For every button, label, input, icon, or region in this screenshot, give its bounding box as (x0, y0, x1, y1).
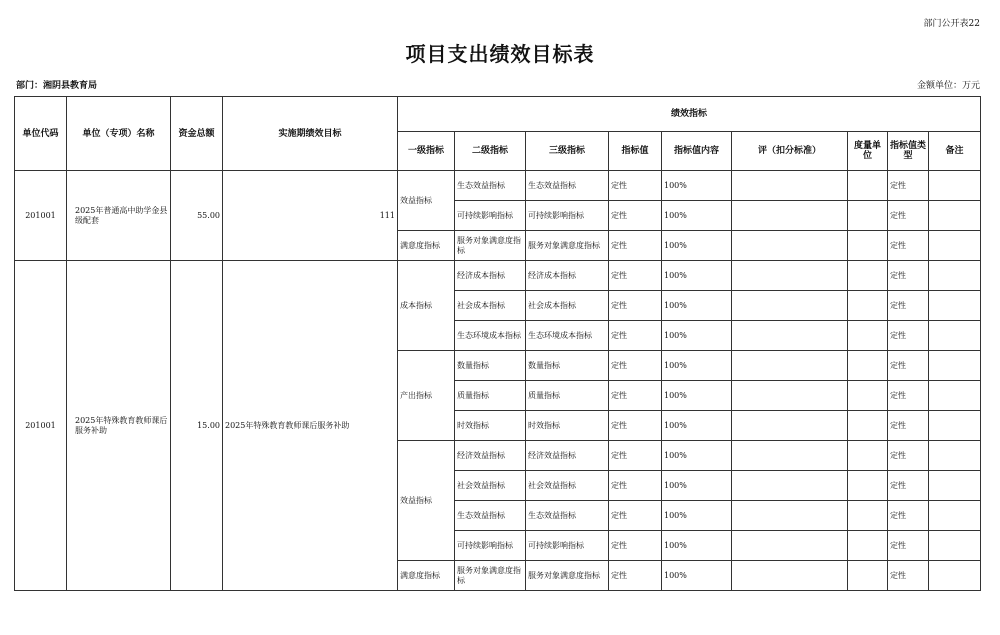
note (929, 321, 981, 351)
header-level3: 三级指标 (526, 132, 609, 171)
value-type: 定性 (888, 411, 929, 441)
measure-unit (848, 381, 888, 411)
level2-indicator: 经济效益指标 (455, 441, 526, 471)
level2-indicator: 经济成本指标 (455, 261, 526, 291)
department-label: 部门：湘阴县教育局 (16, 81, 98, 91)
header-note: 备注 (929, 132, 981, 171)
indicator-value: 定性 (609, 321, 662, 351)
header-level1: 一级指标 (398, 132, 455, 171)
header-goal: 实施期绩效目标 (223, 97, 398, 171)
scoring-standard (732, 501, 848, 531)
value-type: 定性 (888, 531, 929, 561)
measure-unit (848, 261, 888, 291)
note (929, 261, 981, 291)
value-type: 定性 (888, 501, 929, 531)
level1-indicator: 效益指标 (398, 171, 455, 231)
level3-indicator: 质量指标 (526, 381, 609, 411)
header-measure-unit: 度量单位 (848, 132, 888, 171)
goal: 2025年特殊教育教师课后服务补助 (223, 261, 398, 591)
indicator-content: 100% (662, 171, 732, 201)
scoring-standard (732, 351, 848, 381)
note (929, 381, 981, 411)
level3-indicator: 经济成本指标 (526, 261, 609, 291)
page-title: 项目支出绩效目标表 (405, 42, 595, 66)
level2-indicator: 服务对象满意度指标 (455, 231, 526, 261)
note (929, 291, 981, 321)
indicator-value: 定性 (609, 501, 662, 531)
indicator-content: 100% (662, 471, 732, 501)
measure-unit (848, 411, 888, 441)
measure-unit (848, 561, 888, 591)
unit-name: 2025年普通高中助学金县级配套 (67, 171, 171, 261)
indicator-content: 100% (662, 231, 732, 261)
level1-indicator: 满意度指标 (398, 231, 455, 261)
note (929, 231, 981, 261)
measure-unit (848, 441, 888, 471)
indicator-value: 定性 (609, 441, 662, 471)
header-value: 指标值 (609, 132, 662, 171)
level3-indicator: 生态效益指标 (526, 171, 609, 201)
scoring-standard (732, 441, 848, 471)
note (929, 531, 981, 561)
note (929, 441, 981, 471)
level3-indicator: 数量指标 (526, 351, 609, 381)
value-type: 定性 (888, 231, 929, 261)
level3-indicator: 可持续影响指标 (526, 531, 609, 561)
level3-indicator: 生态效益指标 (526, 501, 609, 531)
amount: 15.00 (171, 261, 223, 591)
indicator-content: 100% (662, 501, 732, 531)
scoring-standard (732, 201, 848, 231)
value-type: 定性 (888, 561, 929, 591)
unit-code: 201001 (15, 171, 67, 261)
level3-indicator: 服务对象满意度指标 (526, 231, 609, 261)
header-unit-code: 单位代码 (15, 97, 67, 171)
value-type: 定性 (888, 471, 929, 501)
table-row (15, 171, 981, 201)
unit-code: 201001 (15, 261, 67, 591)
level2-indicator: 可持续影响指标 (455, 201, 526, 231)
measure-unit (848, 231, 888, 261)
table-row (15, 261, 981, 291)
level1-indicator: 产出指标 (398, 351, 455, 441)
indicator-content: 100% (662, 561, 732, 591)
measure-unit (848, 531, 888, 561)
measure-unit (848, 471, 888, 501)
level2-indicator: 社会效益指标 (455, 471, 526, 501)
scoring-standard (732, 291, 848, 321)
level2-indicator: 质量指标 (455, 381, 526, 411)
indicator-value: 定性 (609, 531, 662, 561)
header-scoring: 评（扣分标准） (732, 132, 848, 171)
goal: 111 (223, 171, 398, 261)
measure-unit (848, 291, 888, 321)
value-type: 定性 (888, 261, 929, 291)
indicator-content: 100% (662, 441, 732, 471)
level2-indicator: 生态效益指标 (455, 501, 526, 531)
scoring-standard (732, 531, 848, 561)
indicator-value: 定性 (609, 471, 662, 501)
indicator-content: 100% (662, 531, 732, 561)
scoring-standard (732, 561, 848, 591)
measure-unit (848, 351, 888, 381)
indicator-value: 定性 (609, 231, 662, 261)
note (929, 411, 981, 441)
scoring-standard (732, 261, 848, 291)
scoring-standard (732, 471, 848, 501)
scoring-standard (732, 171, 848, 201)
level1-indicator: 成本指标 (398, 261, 455, 351)
measure-unit (848, 201, 888, 231)
level3-indicator: 可持续影响指标 (526, 201, 609, 231)
level2-indicator: 服务对象满意度指标 (455, 561, 526, 591)
note (929, 561, 981, 591)
level3-indicator: 生态环境成本指标 (526, 321, 609, 351)
indicator-value: 定性 (609, 561, 662, 591)
indicator-content: 100% (662, 411, 732, 441)
indicator-content: 100% (662, 291, 732, 321)
indicator-content: 100% (662, 261, 732, 291)
performance-table (14, 96, 981, 591)
indicator-content: 100% (662, 201, 732, 231)
indicator-content: 100% (662, 381, 732, 411)
unit-name: 2025年特殊教育教师课后服务补助 (67, 261, 171, 591)
measure-unit (848, 171, 888, 201)
note (929, 471, 981, 501)
header-performance: 绩效指标 (398, 97, 981, 132)
scoring-standard (732, 321, 848, 351)
note (929, 171, 981, 201)
value-type: 定性 (888, 291, 929, 321)
indicator-value: 定性 (609, 351, 662, 381)
level2-indicator: 社会成本指标 (455, 291, 526, 321)
level2-indicator: 数量指标 (455, 351, 526, 381)
level2-indicator: 时效指标 (455, 411, 526, 441)
note (929, 351, 981, 381)
header-value-type: 指标值类型 (888, 132, 929, 171)
scoring-standard (732, 411, 848, 441)
level2-indicator: 生态效益指标 (455, 171, 526, 201)
value-type: 定性 (888, 381, 929, 411)
header-level2: 二级指标 (455, 132, 526, 171)
level3-indicator: 时效指标 (526, 411, 609, 441)
measure-unit (848, 501, 888, 531)
value-type: 定性 (888, 201, 929, 231)
value-type: 定性 (888, 441, 929, 471)
scoring-standard (732, 381, 848, 411)
amount: 55.00 (171, 171, 223, 261)
indicator-content: 100% (662, 351, 732, 381)
level3-indicator: 社会效益指标 (526, 471, 609, 501)
note (929, 201, 981, 231)
indicator-value: 定性 (609, 171, 662, 201)
value-type: 定性 (888, 171, 929, 201)
level2-indicator: 生态环境成本指标 (455, 321, 526, 351)
indicator-value: 定性 (609, 381, 662, 411)
header-value-content: 指标值内容 (662, 132, 732, 171)
level1-indicator: 效益指标 (398, 441, 455, 561)
scoring-standard (732, 231, 848, 261)
indicator-value: 定性 (609, 291, 662, 321)
value-type: 定性 (888, 351, 929, 381)
level3-indicator: 社会成本指标 (526, 291, 609, 321)
indicator-value: 定性 (609, 261, 662, 291)
measure-unit (848, 321, 888, 351)
level3-indicator: 服务对象满意度指标 (526, 561, 609, 591)
header-amount: 资金总额 (171, 97, 223, 171)
header-unit-name: 单位（专项）名称 (67, 97, 171, 171)
amount-unit-label: 金额单位：万元 (916, 81, 980, 91)
indicator-content: 100% (662, 321, 732, 351)
indicator-value: 定性 (609, 201, 662, 231)
value-type: 定性 (888, 321, 929, 351)
level1-indicator: 满意度指标 (398, 561, 455, 591)
form-number: 部门公开表22 (923, 19, 980, 29)
level3-indicator: 经济效益指标 (526, 441, 609, 471)
indicator-value: 定性 (609, 411, 662, 441)
level2-indicator: 可持续影响指标 (455, 531, 526, 561)
note (929, 501, 981, 531)
